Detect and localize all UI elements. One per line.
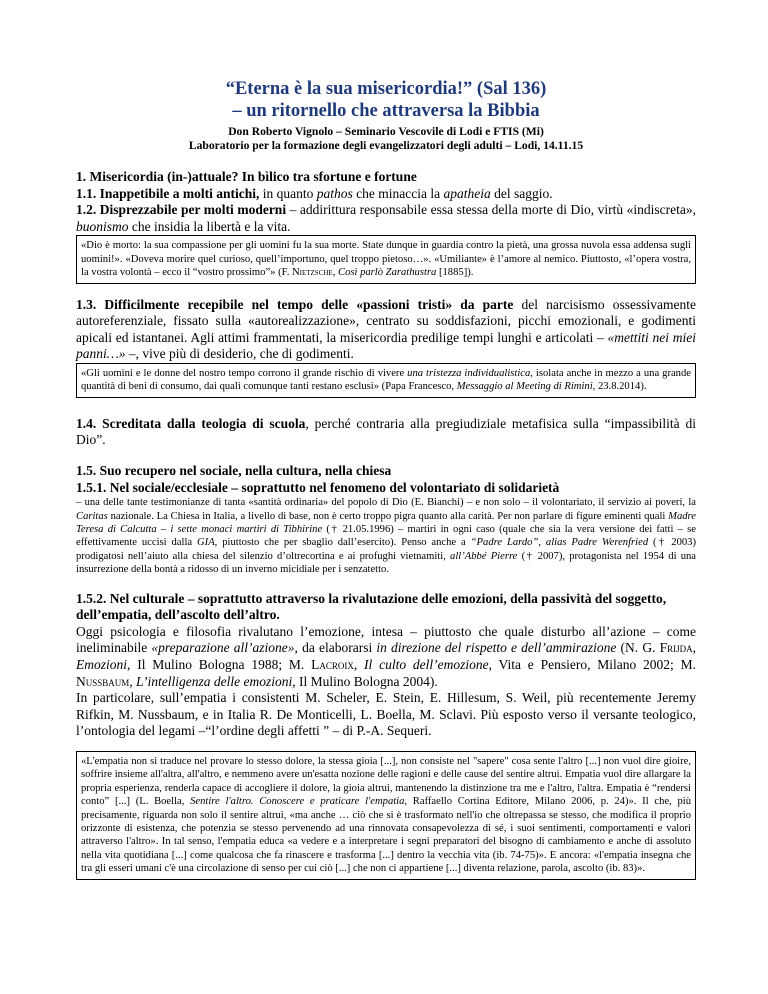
text-run: «Dio è morto: la sua compassione per gli uomini fu la sua morte. State dunque in guardia contro la pietà, una grossa nuvola essa addensa sugli uomini!». «Doveva morire quel curioso, quell’importuno, quel troppo pietoso…». «Umiliante» è l’amore al nemico. Piuttosto, «l’opera vostra, la vostra volontà – ecco il “vostro prossimo”» (F. [81, 240, 691, 279]
section-1-5-heading: 1.5. Suo recupero nel sociale, nella cultura, nella chiesa [76, 462, 392, 478]
text-run: , piuttosto che per sbaglio dall’esercito). Penso anche a [214, 537, 471, 549]
text-run: , [332, 267, 338, 279]
italic-run: in direzione del rispetto e dell’ammirazione [376, 640, 617, 656]
text-run: , [129, 673, 137, 689]
italic-run: Messaggio al Meeting di Rimini, [456, 381, 596, 393]
text-run: , Il Mulino Bologna 1988; M. [127, 656, 312, 672]
author-line: Don Roberto Vignolo – Seminario Vescovile di Lodi e FTIS (Mi) [228, 125, 544, 138]
quote-box-nietzsche [76, 235, 696, 283]
text-run: del narcisismo ossessivamente autoreferenziale, fissato sulla «autorealizzazione», centrato su soddisfazioni, picchi emozionali, e godimenti apicali ed istantanei. Agli attimi frammentati, la misericordia predilige tempi lunghi e articolati – [76, 296, 697, 345]
text-run: , perché contraria alla pregiudiziale metafisica sulla “impassibilità di Dio”. [76, 415, 696, 448]
section-1-5-2-paragraph-1 [76, 624, 696, 690]
quote-box-empatia [76, 751, 696, 880]
section-1-1-title: 1.1. Inappetibile a molti antichi, [76, 185, 260, 201]
text-run: , [353, 656, 365, 672]
text-run: «L'empatia non si traduce nel provare lo stesso dolore, la stessa gioia [...], non consiste nel "sapere" cosa sente l'altro [...] non vuol dire gioire, soffrire insieme all'altra, all'altro, e nemmeno avere un'esatta nozione delle ragioni e delle cause del sentire altrui. Empatia vuol dire allargare la propria esperienza, renderla capace di accogliere il dolore, la gioia altrui, mantenendo la distinzione tra me e l'altro, l'altra. Empatia è “rendersi conto” [...] (L. Boella, [81, 755, 691, 808]
section-1-5-1-paragraph [76, 496, 696, 576]
smallcaps-run: Lacroix [311, 656, 354, 672]
text-run: del saggio. [490, 185, 553, 201]
text-run: che insidia la libertà e la vita. [128, 218, 291, 234]
section-1-2-title: 1.2. Disprezzabile per molti moderni [76, 202, 287, 218]
italic-run: Caritas [76, 510, 108, 522]
text-run: in quanto [259, 185, 317, 201]
text-run: (N. G. [616, 640, 660, 656]
text-run: , [692, 640, 697, 656]
section-1-heading: 1. Misericordia (in-)attuale? In bìlico tra sfortune e fortune [76, 169, 417, 184]
italic-run: Madre Teresa di Calcutta – i sette monaci martiri di Tibhirine [76, 510, 696, 535]
italic-run: «preparazione all’azione» [151, 640, 295, 656]
section-1-1 [76, 186, 696, 203]
event-line: Laboratorio per la formazione degli evangelizzatori degli adulti – Lodi, 14.11.15 [188, 139, 584, 152]
italic-run: pathos [316, 185, 353, 201]
italic-run: Il culto dell’emozione [364, 656, 489, 672]
italic-run: Così parlò Zarathustra [338, 267, 437, 279]
text-run: († 21.05.1996) – martiri in ogni caso (quale che sia la vera versione dei fatti – se effettivamente uccisi dalla [76, 523, 696, 549]
text-run: , da elaborarsi [294, 640, 377, 656]
italic-run: Sentire l'altro. Conoscere e praticare l'empatia [190, 796, 405, 808]
section-1-4 [76, 416, 696, 449]
text-run: , Raffaello Cortina Editore, Milano 2006, p. 24)». Il che, più precisamente, riguarda non solo il sentire altrui, «ma anche … ciò che si è trasformato nell'io che oltrepassa se stesso, che modifica il proprio orizzonte di esistenza, che potenzia se stesso pervenendo ad una rinnovata consapevolezza di sé, i suoi sentimenti, comportamenti e valori attraverso l'altro». In tal senso, l'empatia educa «a vedere e a interpretare i segni preparatori del bisogno di cambiamento e anche di assoluto nella vita quotidiana [...] come qualcosa che fa rinascere e trasforma [...] dentro la vecchia vita (ib. 74-75)». E ancora: «l'empatia insegna che tra gli esseri umani c'è una circolazione di senso per cui ciò [...] che non ci appartiene [...] diventa relazione, parola, ascolto (ib. 83)». [81, 796, 691, 875]
text-run: –, vive più di desiderio, che di godimenti. [125, 346, 354, 362]
section-1-5-1-heading: 1.5.1. Nel sociale/ecclesiale – soprattutto nel fenomeno del volontariato di solidarietà [76, 479, 560, 495]
section-1-5-2-paragraph-2: In particolare, sull’empatia i consistenti M. Scheler, E. Stein, E. Hillesum, S. Weil, più recentemente Jeremy Rifkin, M. Nussbaum, e in Italia R. De Monticelli, L. Boella, M. Sclavi. Più esposto verso il versante teologico, l’ontologia del legami –“l’ordine degli affetti ” – di P.-A. Sequeri. [76, 690, 696, 739]
text-run: , Vita e Pensiero, Milano 2002; M. [488, 656, 696, 672]
italic-run: «mettiti nei miei panni…» [76, 329, 697, 362]
italic-run: apatheia [443, 185, 491, 201]
document-title-line2: – un ritornello che attraversa la Bibbia [232, 101, 540, 121]
italic-run: “Padre Lardo”, alias Padre Werenfried [470, 537, 649, 549]
section-1-4-title: 1.4. Screditata dalla teologia di scuola [76, 415, 306, 431]
text-run: – addirittura responsabile essa stessa della morte di Dio, virtù «indiscreta», [286, 202, 696, 218]
section-1-3 [76, 297, 696, 363]
text-run: che minaccia la [352, 185, 444, 201]
text-run: isolata anche in mezzo a una grande quantità di beni di consumo, dai quali comunque tanti restano esclusi» (Papa Francesco, [81, 367, 691, 393]
text-run: († 2003) prodigatosi nell’aiuto alla chiesa del silenzio d’oltrecortina e ai profughi vietnamiti, [76, 537, 696, 562]
smallcaps-run: Nussbaum [76, 673, 130, 689]
text-run: «Gli uomini e le donne del nostro tempo corrono il grande rischio di vivere [81, 367, 408, 379]
text-run: Oggi psicologia e filosofia rivalutano l’emozione, intesa – piuttosto che quale disturbo all’azione – come ineliminabile [76, 623, 696, 656]
text-run: , Il Mulino Bologna 2004). [292, 673, 438, 689]
text-run: 23.8.2014). [595, 381, 647, 393]
text-run: [1885]). [436, 267, 474, 279]
section-1-3-title: 1.3. Difficilmente recepibile nel tempo delle «passioni tristi» da parte [76, 296, 514, 312]
text-run: – una delle tante testimonianze di tanta «santità ordinaria» del popolo di Dio (E. Bianchi) – e non solo – il volontariato, il servizio ai poveri, la [76, 497, 696, 509]
text-run: nazionale. La Chiesa in Italia, a livello di base, non è certo troppo pigra quanto alla carità. Per non parlare di figure eminenti quali [107, 510, 669, 522]
section-1-5-2-heading: 1.5.2. Nel culturale – soprattutto attraverso la rivalutazione delle emozioni, della passività del soggetto, dell’empatia, dell’ascolto dell’altro. [76, 590, 667, 623]
italic-run: una tristezza individualistica, [407, 367, 533, 379]
document-title-line1: “Eterna è la sua misericordia!” (Sal 136) [225, 79, 547, 99]
smallcaps-run: Frijda [659, 640, 693, 656]
italic-run: buonismo [76, 218, 129, 234]
smallcaps-run: Nietzsche [292, 267, 333, 279]
quote-box-francesco [76, 363, 696, 398]
section-1-2 [76, 202, 696, 235]
italic-run: GIA [197, 537, 215, 549]
italic-run: all’Abbé Pierre [450, 550, 518, 562]
italic-run: L’intelligenza delle emozioni [136, 673, 293, 689]
italic-run: Emozioni [76, 656, 128, 672]
text-run: († 2007), protagonista nel 1954 di una insurrezione della bontà a ridosso di un inverno micidiale per i senzatetto. [76, 550, 696, 576]
